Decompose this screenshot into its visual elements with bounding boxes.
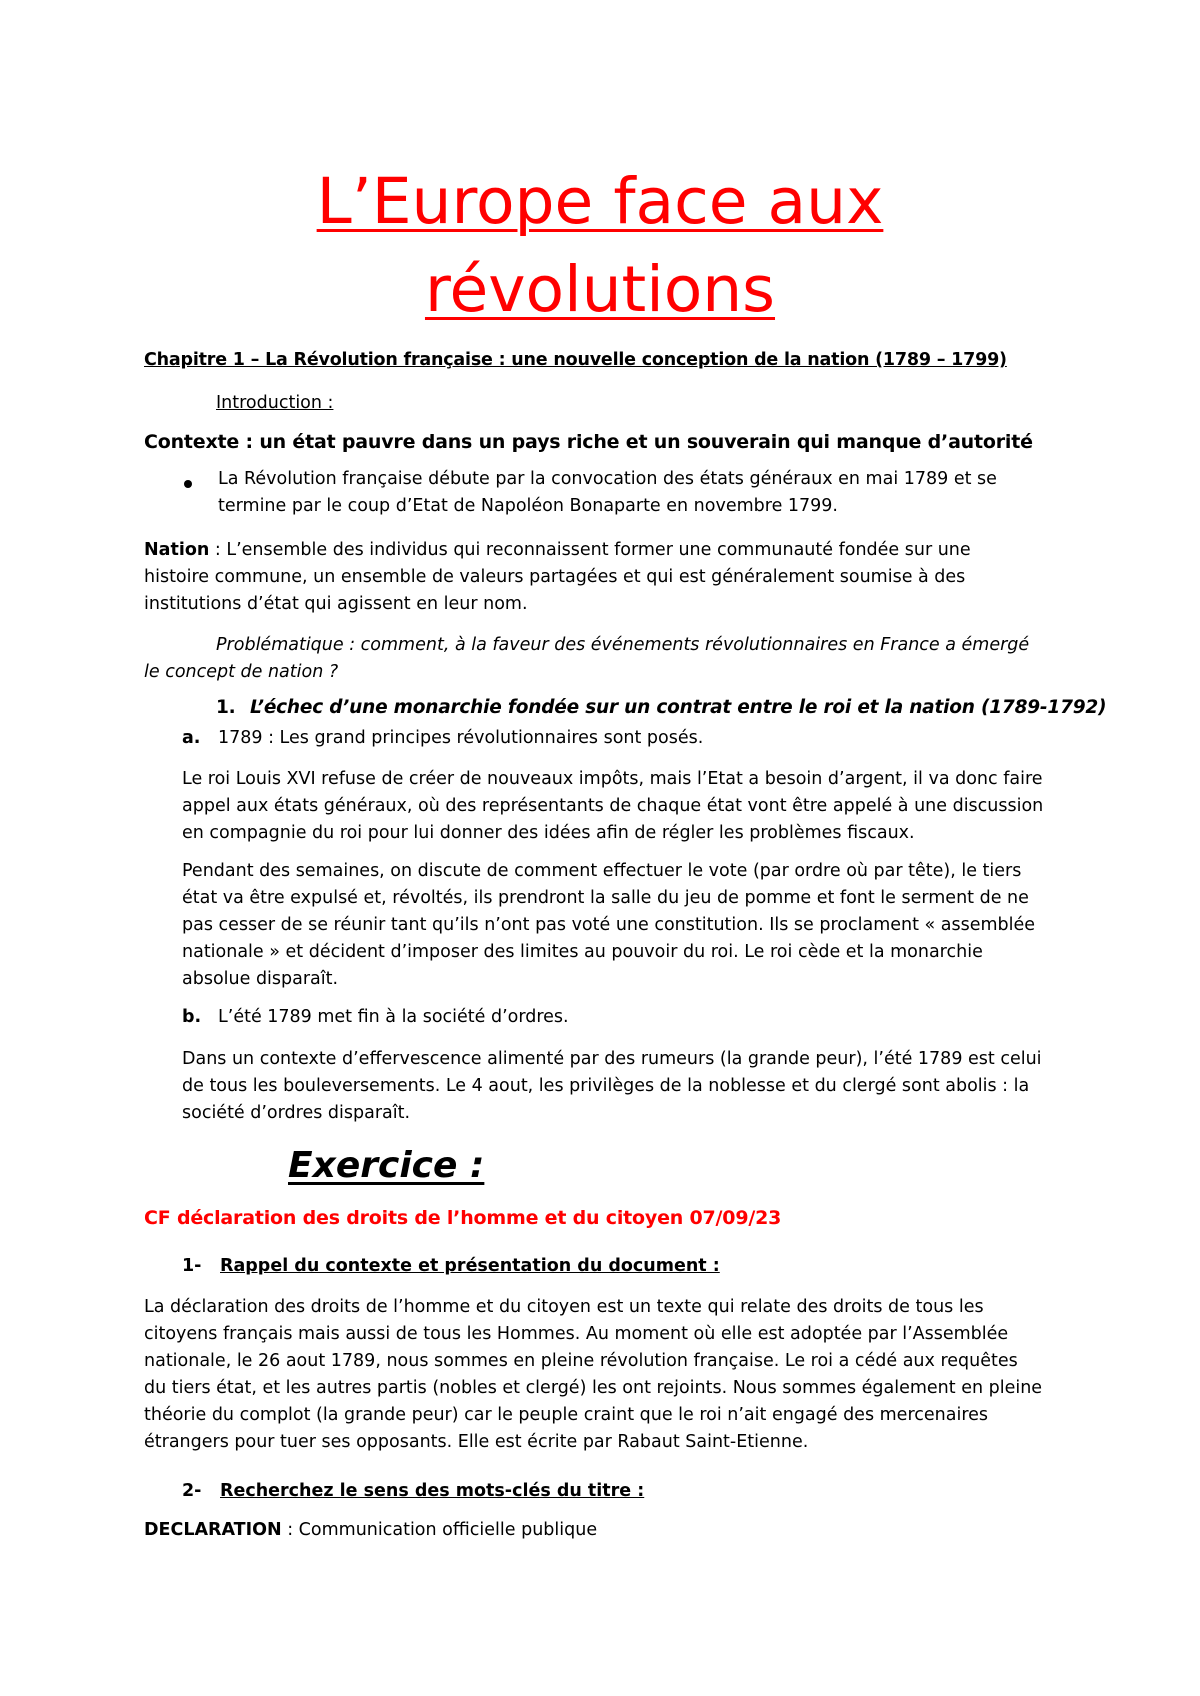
paragraph-b1-line-2: de tous les bouleversements. Le 4 aout, les privilèges de la noblesse et du clergé sont abolis : la [182, 1076, 1030, 1096]
paragraph-b1-line-3: société d’ordres disparaît. [182, 1103, 411, 1123]
subsection-a-text: 1789 : Les grand principes révolutionnaires sont posés. [218, 728, 704, 748]
bullet-icon [182, 471, 200, 498]
paragraph-a2 [182, 858, 1082, 993]
question-1 [182, 1256, 720, 1276]
paragraph-a2-line-2: état va être expulsé et, révoltés, ils prendront la salle du jeu de pomme et font le serment de ne [182, 888, 1029, 908]
paragraph-a1-line-3: en compagnie du roi pour lui donner des idées afin de régler les problèmes fiscaux. [182, 823, 915, 843]
paragraph-a2-line-4: nationale » et décident d’imposer des limites au pouvoir du roi. Le roi cède et la monarchie [182, 942, 983, 962]
paragraph-a1 [182, 766, 1082, 847]
section-1-title: L’échec d’une monarchie fondée sur un contrat entre le roi et la nation (1789-1792) [250, 697, 1107, 718]
paragraph-q1 [144, 1294, 1084, 1456]
subsection-a-label: a. [182, 728, 201, 748]
declaration-term: DECLARATION [144, 1520, 282, 1540]
subsection-b-label: b. [182, 1007, 202, 1027]
paragraph-q1-line-3: nationale, le 26 aout 1789, nous sommes en pleine révolution française. Le roi a cédé aux requêtes [144, 1351, 1018, 1371]
subsection-a [182, 725, 703, 752]
subsection-b [182, 1004, 569, 1031]
bullet-item [218, 466, 1078, 520]
cf-heading: CF déclaration des droits de l’homme et du citoyen 07/09/23 [144, 1207, 782, 1229]
paragraph-b1-line-1: Dans un contexte d’effervescence alimenté par des rumeurs (la grande peur), l’été 1789 est celui [182, 1049, 1042, 1069]
nation-line-2: histoire commune, un ensemble de valeurs partagées et qui est généralement soumise à des [144, 567, 966, 587]
paragraph-q1-line-5: théorie du complot (la grande peur) car le peuple craint que le roi n’ait engagé des mercenaires [144, 1405, 989, 1425]
section-1-heading [216, 697, 1106, 718]
question-2-text: Recherchez le sens des mots-clés du titre : [220, 1481, 645, 1501]
introduction-heading: Introduction : [216, 393, 334, 413]
nation-label: Nation [144, 540, 210, 560]
declaration-definition [144, 1520, 597, 1540]
title-line-1: L’Europe face aux [316, 165, 884, 238]
paragraph-q1-line-4: du tiers état, et les autres partis (nobles et clergé) les ont rejoints. Nous sommes également en pleine [144, 1378, 1043, 1398]
bullet-line-1: La Révolution française débute par la convocation des états généraux en mai 1789 et se [218, 469, 997, 489]
question-2-number: 2- [182, 1481, 202, 1501]
bullet-line-2: termine par le coup d’Etat de Napoléon Bonaparte en novembre 1799. [218, 496, 838, 516]
paragraph-b1 [182, 1046, 1082, 1127]
contexte-heading: Contexte : un état pauvre dans un pays riche et un souverain qui manque d’autorité [144, 431, 1033, 453]
paragraph-q1-line-2: citoyens français mais aussi de tous les Hommes. Au moment où elle est adoptée par l’Assemblée [144, 1324, 1009, 1344]
question-1-number: 1- [182, 1256, 202, 1276]
title-line-2: révolutions [424, 253, 776, 326]
question-1-text: Rappel du contexte et présentation du document : [220, 1256, 720, 1276]
problematique-line-1: Problématique : comment, à la faveur des événements révolutionnaires en France a émergé [216, 635, 1030, 655]
declaration-text: : Communication officielle publique [281, 1520, 598, 1540]
paragraph-a2-line-5: absolue disparaît. [182, 969, 339, 989]
question-2 [182, 1481, 644, 1501]
document-title [0, 158, 1200, 334]
nation-definition [144, 537, 1044, 618]
nation-line-3: institutions d’état qui agissent en leur nom. [144, 594, 528, 614]
exercice-heading: Exercice : [288, 1145, 485, 1186]
chapter-heading: Chapitre 1 – La Révolution française : une nouvelle conception de la nation (1789 – 1799) [144, 350, 1007, 370]
paragraph-a2-line-3: pas cesser de se réunir tant qu’ils n’ont pas voté une constitution. Ils se proclament « assemblée [182, 915, 1036, 935]
paragraph-a1-line-2: appel aux états généraux, où des représentants de chaque état vont être appelé à une discussion [182, 796, 1044, 816]
nation-line-1: : L’ensemble des individus qui reconnaissent former une communauté fondée sur une [209, 540, 971, 560]
paragraph-a1-line-1: Le roi Louis XVI refuse de créer de nouveaux impôts, mais l’Etat a besoin d’argent, il va donc faire [182, 769, 1043, 789]
paragraph-q1-line-6: étrangers pour tuer ses opposants. Elle est écrite par Rabaut Saint-Etienne. [144, 1432, 809, 1452]
problematique [144, 632, 1064, 686]
paragraph-q1-line-1: La déclaration des droits de l’homme et du citoyen est un texte qui relate des droits de tous les [144, 1297, 984, 1317]
section-1-number: 1. [216, 697, 236, 718]
problematique-line-2: le concept de nation ? [144, 662, 339, 682]
subsection-b-text: L’été 1789 met fin à la société d’ordres. [218, 1007, 569, 1027]
paragraph-a2-line-1: Pendant des semaines, on discute de comment effectuer le vote (par ordre où par tête), le tiers [182, 861, 1022, 881]
